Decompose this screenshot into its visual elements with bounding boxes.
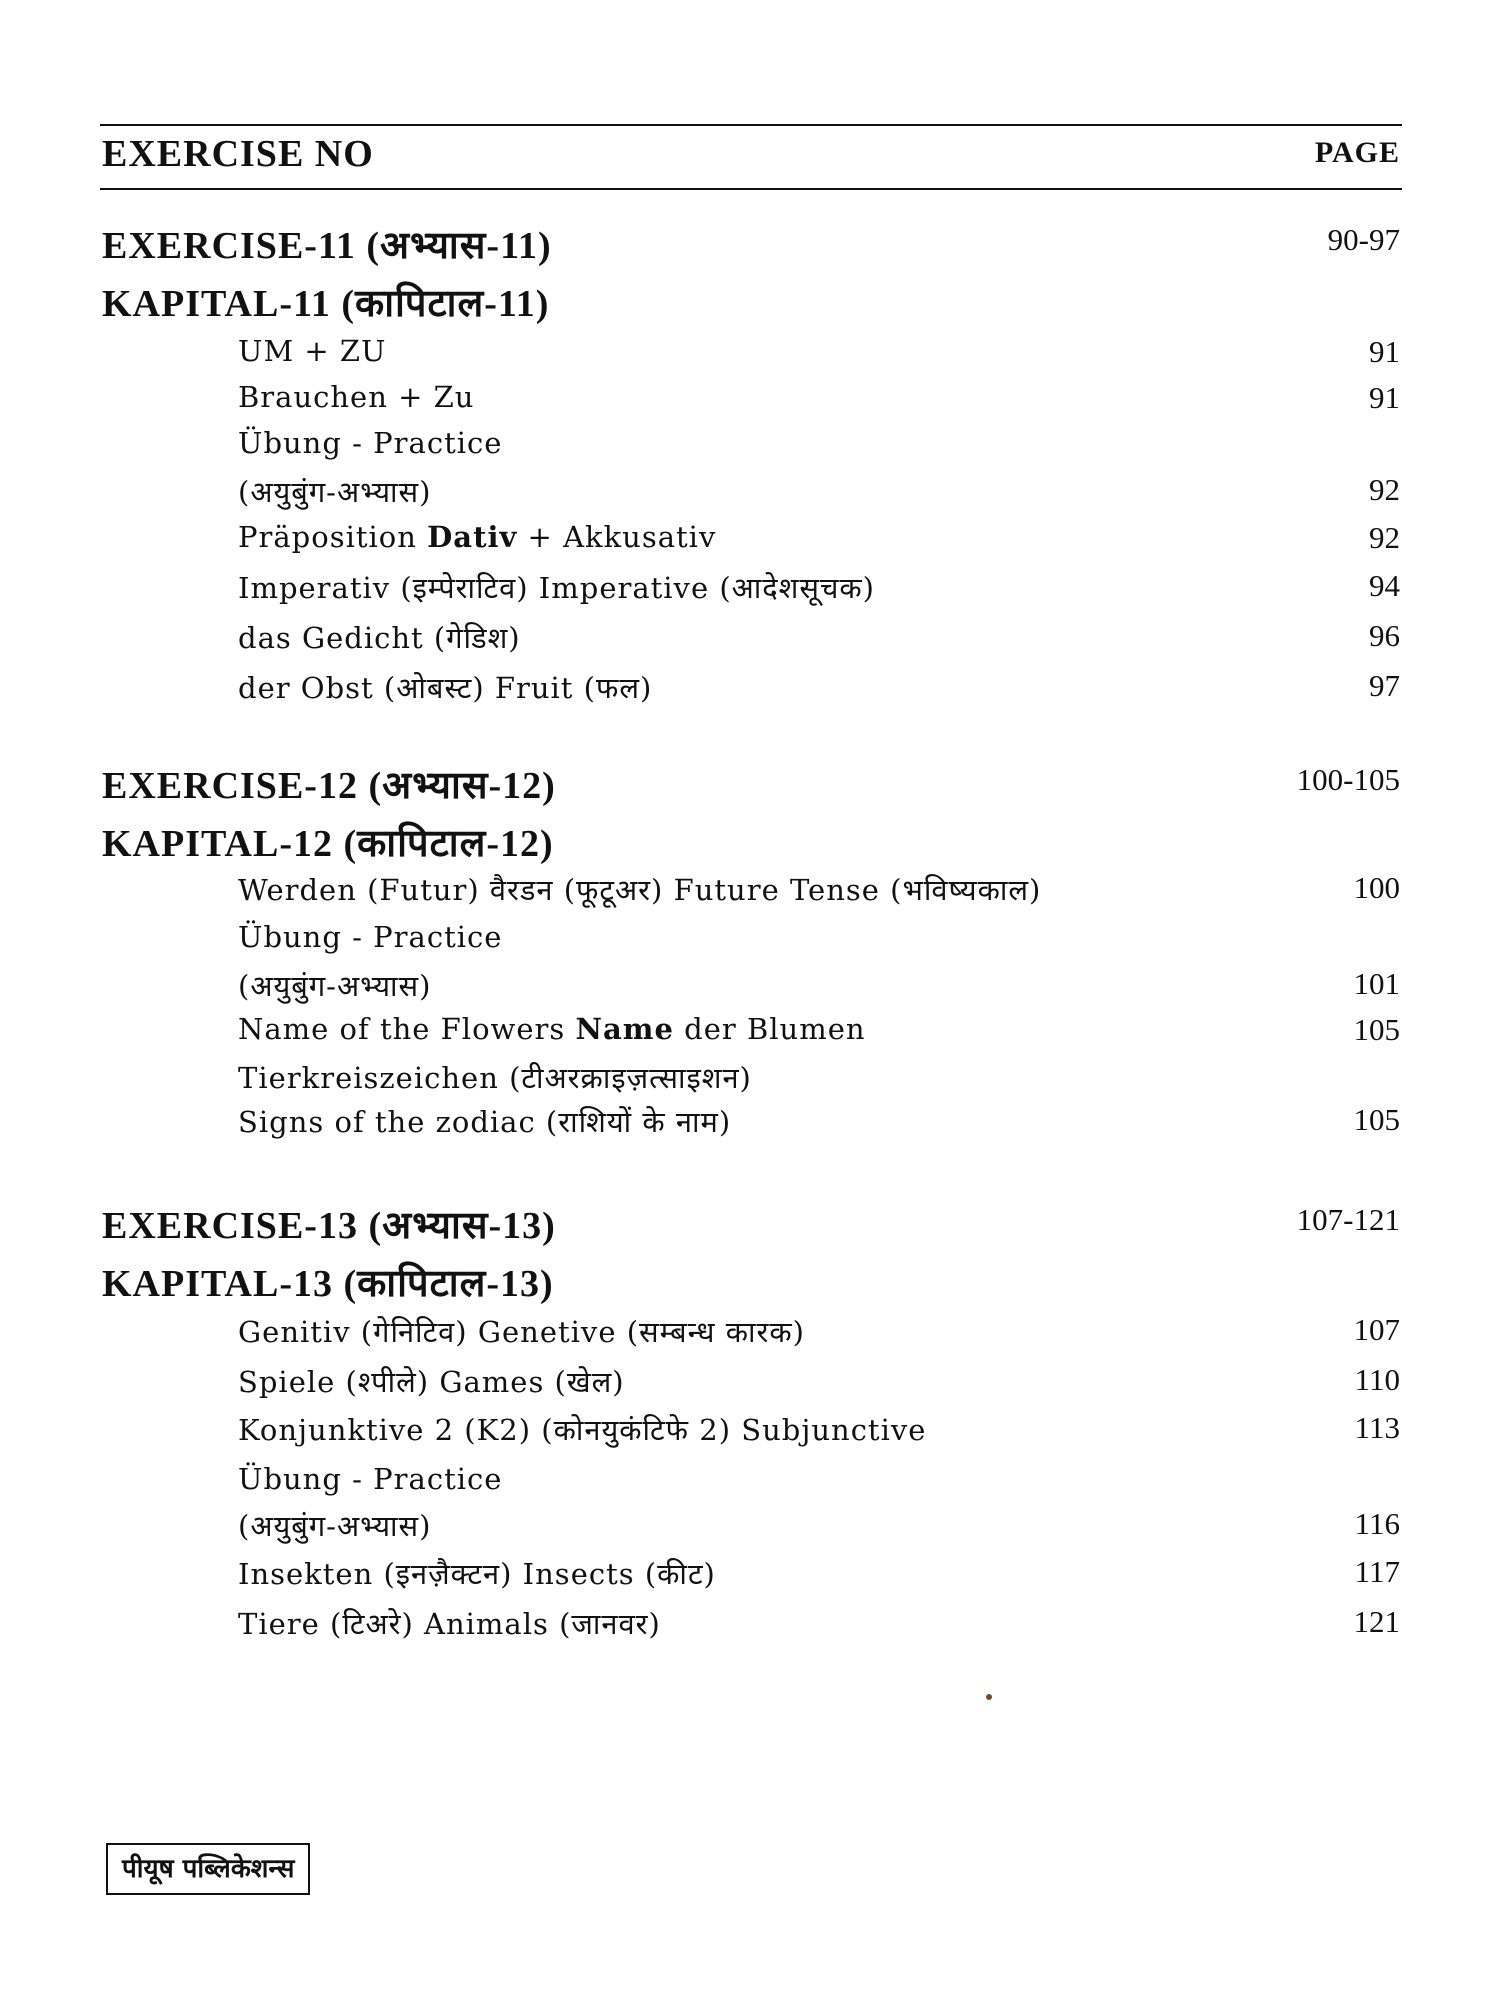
- entry-title: Präposition Dativ + Akkusativ: [238, 520, 717, 554]
- entry-page: 107: [1353, 1312, 1400, 1347]
- entry-page: 94: [1369, 568, 1400, 603]
- entry-title: Tierkreiszeichen (टीअरक्राइज़त्साइशन): [238, 1061, 752, 1095]
- header-exercise-no: EXERCISE NO: [102, 133, 374, 175]
- header-page: PAGE: [1314, 136, 1400, 169]
- toc-entry: [0, 1102, 1500, 1146]
- entry-page: 105: [1353, 1102, 1400, 1137]
- entry-title: Imperativ (इम्पेराटिव) Imperative (आदेशसूचक): [238, 571, 875, 605]
- toc-entry: [0, 1604, 1500, 1648]
- bold-term: Dativ: [427, 520, 518, 554]
- entry-title: Übung - Practice: [238, 1462, 503, 1496]
- toc-entry: [0, 426, 1500, 470]
- entry-title: Brauchen + Zu: [238, 380, 475, 414]
- exercise-page-range: 100-105: [1296, 762, 1400, 797]
- toc-entry: [0, 380, 1500, 424]
- toc-entry: [0, 1312, 1500, 1356]
- entry-title: (अयुबुंग-अभ्यास): [238, 475, 432, 509]
- toc-entry: [0, 966, 1500, 1010]
- exercise-heading-row: [0, 218, 1500, 267]
- toc-entry: [0, 568, 1500, 612]
- toc-entry: [0, 472, 1500, 516]
- entry-title: Werden (Futur) वैरडन (फूटूअर) Future Tense (भविष्यकाल): [238, 873, 1042, 907]
- exercise-title: EXERCISE-11 (अभ्यास-11): [102, 225, 552, 267]
- entry-title: Name of the Flowers Name der Blumen: [238, 1012, 866, 1046]
- toc-entry: [0, 520, 1500, 564]
- exercise-heading-row: [0, 1198, 1500, 1247]
- toc-entry: [0, 1462, 1500, 1506]
- toc-entry: [0, 870, 1500, 914]
- entry-page: 110: [1354, 1362, 1400, 1397]
- entry-page: 97: [1369, 668, 1400, 703]
- toc-entry: [0, 1362, 1500, 1406]
- entry-page: 113: [1354, 1410, 1400, 1445]
- exercise-title: EXERCISE-12 (अभ्यास-12): [102, 765, 556, 807]
- entry-title: Genitiv (गेनिटिव) Genetive (सम्बन्ध कारक): [238, 1315, 805, 1349]
- entry-title: UM + ZU: [238, 334, 387, 368]
- entry-page: 105: [1353, 1012, 1400, 1047]
- ink-speck: [986, 1694, 992, 1700]
- entry-title: (अयुबुंग-अभ्यास): [238, 1509, 432, 1543]
- kapital-heading-row: [0, 276, 1500, 325]
- toc-entry: [0, 1506, 1500, 1550]
- bold-term: Name: [575, 1012, 674, 1046]
- kapital-heading-row: [0, 816, 1500, 865]
- entry-title: Insekten (इनज़ैक्टन) Insects (कीट): [238, 1557, 716, 1591]
- entry-title: Spiele (श्पीले) Games (खेल): [238, 1365, 625, 1399]
- toc-entry: [0, 920, 1500, 964]
- entry-page: 96: [1369, 618, 1400, 653]
- entry-title: Konjunktive 2 (K2) (कोनयुकंटिफे 2) Subjunctive: [238, 1413, 927, 1447]
- entry-page: 117: [1354, 1554, 1400, 1589]
- entry-page: 101: [1353, 966, 1400, 1001]
- entry-page: 92: [1369, 520, 1400, 555]
- entry-page: 121: [1353, 1604, 1400, 1639]
- entry-page: 91: [1369, 380, 1400, 415]
- entry-page: 92: [1369, 472, 1400, 507]
- entry-title: Signs of the zodiac (राशियों के नाम): [238, 1105, 732, 1139]
- exercise-heading-row: [0, 758, 1500, 807]
- entry-title: Übung - Practice: [238, 920, 503, 954]
- toc-entry: [0, 618, 1500, 662]
- publisher-label: पीयूष पब्लिकेशन्स: [106, 1843, 310, 1895]
- toc-entry: [0, 334, 1500, 378]
- top-rule: [100, 124, 1402, 126]
- entry-title: das Gedicht (गेडिश): [238, 621, 521, 655]
- entry-title: Übung - Practice: [238, 426, 503, 460]
- entry-page: 100: [1353, 870, 1400, 905]
- entry-title: Tiere (टिअरे) Animals (जानवर): [238, 1607, 661, 1641]
- toc-entry: [0, 1058, 1500, 1102]
- header-rule: [100, 188, 1402, 190]
- kapital-title: KAPITAL-12 (कापिटाल-12): [102, 823, 554, 865]
- entry-title: der Obst (ओबस्ट) Fruit (फल): [238, 671, 653, 705]
- kapital-heading-row: [0, 1256, 1500, 1305]
- exercise-title: EXERCISE-13 (अभ्यास-13): [102, 1205, 556, 1247]
- exercise-page-range: 90-97: [1327, 222, 1400, 257]
- entry-page: 116: [1354, 1506, 1400, 1541]
- exercise-page-range: 107-121: [1296, 1202, 1400, 1237]
- kapital-title: KAPITAL-13 (कापिटाल-13): [102, 1263, 554, 1305]
- entry-title: (अयुबुंग-अभ्यास): [238, 969, 432, 1003]
- toc-entry: [0, 1012, 1500, 1056]
- entry-page: 91: [1369, 334, 1400, 369]
- kapital-title: KAPITAL-11 (कापिटाल-11): [102, 283, 550, 325]
- toc-entry: [0, 1410, 1500, 1454]
- toc-entry: [0, 1554, 1500, 1598]
- toc-entry: [0, 668, 1500, 712]
